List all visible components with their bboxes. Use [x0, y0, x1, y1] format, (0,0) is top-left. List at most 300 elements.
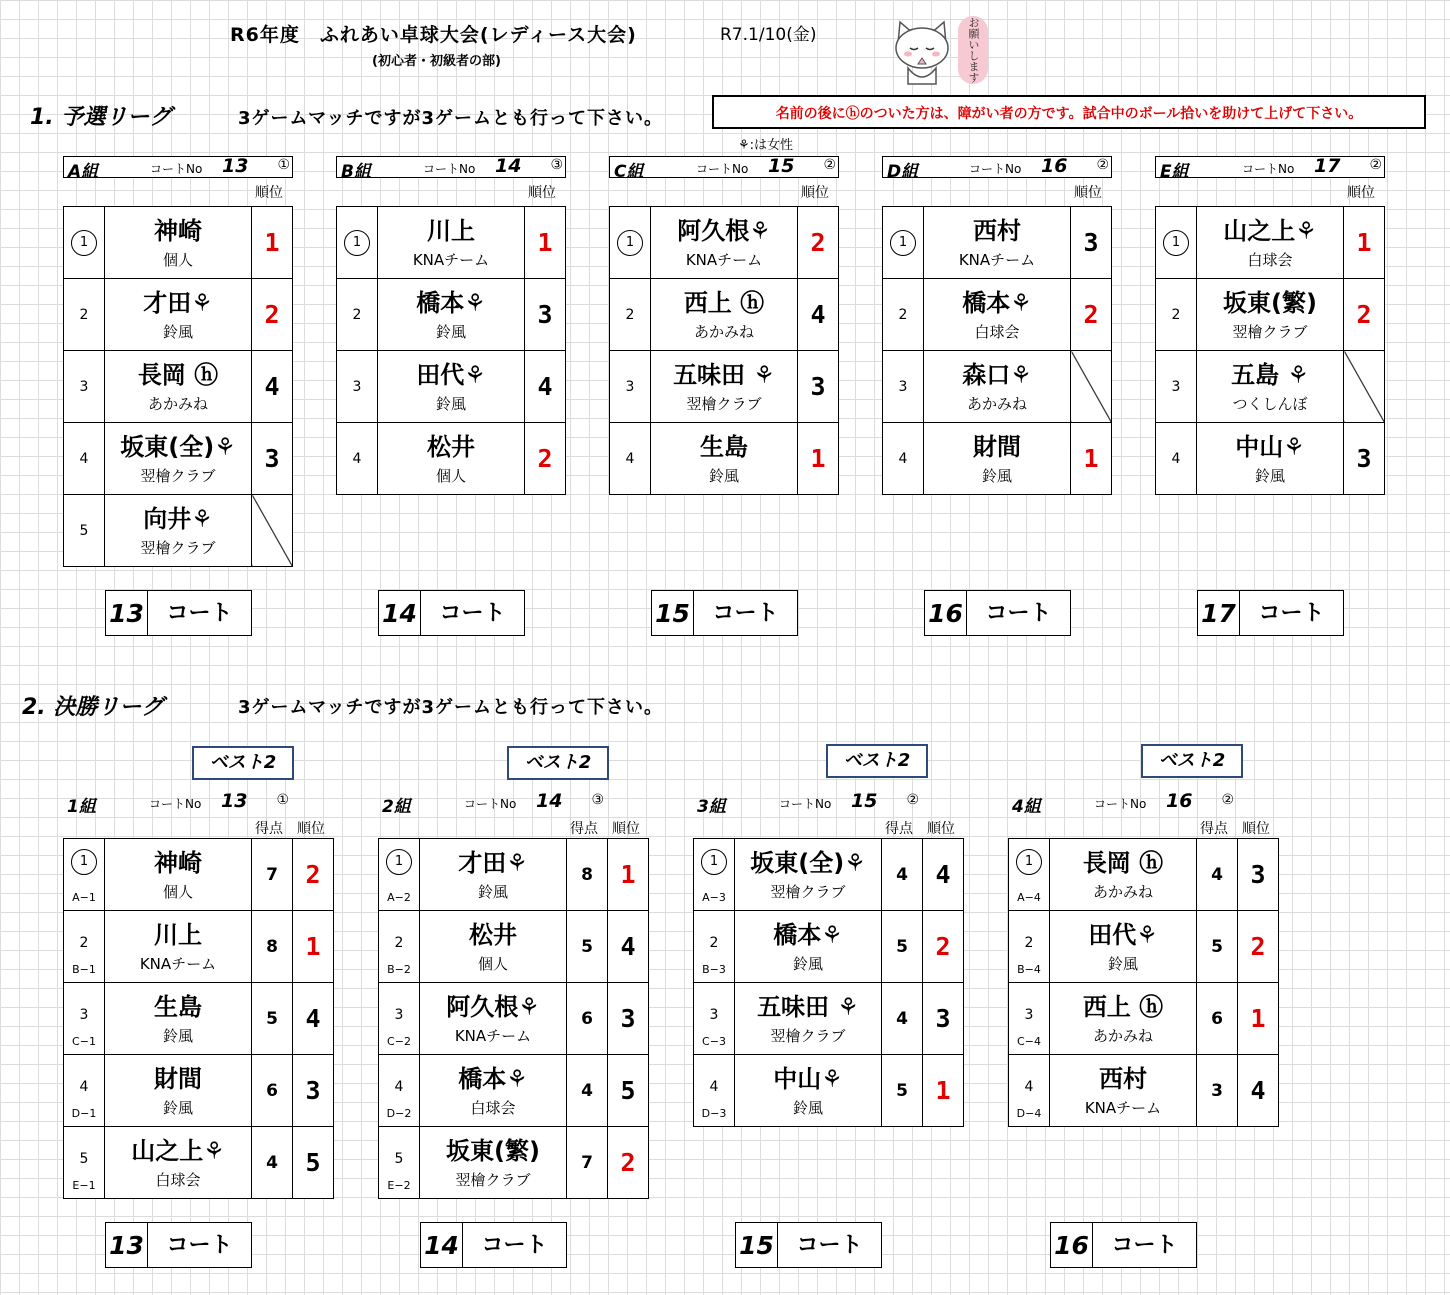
player-rank: 4: [798, 279, 839, 351]
court-number: 16: [1166, 790, 1193, 812]
player-rank: 3: [923, 983, 964, 1055]
rank-header: 順位: [255, 185, 283, 201]
best2-label: ベスト2: [826, 744, 928, 778]
player-score: 7: [252, 839, 293, 911]
player-cell: [420, 1127, 567, 1199]
qualifier-label: E−2: [387, 1179, 411, 1192]
player-number: [1009, 911, 1050, 983]
court-box: [378, 590, 525, 636]
player-name: 五味田 ⚘: [757, 993, 859, 1021]
court-box-label: コート: [1111, 1233, 1178, 1258]
player-club: 鈴風: [162, 1027, 193, 1045]
player-name: 西上 ⓗ: [683, 289, 765, 317]
player-name: 向井⚘: [143, 505, 213, 533]
court-box-label: コート: [712, 601, 779, 626]
player-name: 神崎: [154, 849, 202, 877]
qualifier-label: B−4: [1017, 963, 1041, 976]
player-rank: 3: [798, 351, 839, 423]
prelim-group-header: [609, 155, 839, 182]
player-number: [1009, 839, 1050, 911]
player-number: [883, 351, 924, 423]
player-number-text: 2: [1171, 306, 1181, 323]
player-club: 個人: [162, 883, 193, 901]
player-number-text: 3: [898, 378, 908, 395]
court-number: 15: [768, 155, 795, 177]
section-prelim-note: 3ゲームマッチですが3ゲームとも行って下さい。: [238, 108, 663, 129]
final-player-row: [1009, 983, 1279, 1055]
table-mark: ②: [1369, 157, 1382, 173]
player-club: あかみね: [147, 395, 208, 413]
player-number: [1156, 207, 1197, 279]
player-score: 8: [252, 911, 293, 983]
player-score: 5: [882, 1055, 923, 1127]
player-number: [64, 911, 105, 983]
player-club: 鈴風: [792, 955, 823, 973]
court-box-label: コート: [481, 1233, 548, 1258]
player-cell: [1197, 423, 1344, 495]
player-number-text: 3: [1024, 1006, 1034, 1023]
court-box: [420, 1222, 567, 1268]
qualifier-label: B−2: [387, 963, 411, 976]
rank-header: 順位: [1347, 185, 1375, 201]
qualifier-label: D−2: [386, 1107, 412, 1120]
please-badge: お願いします: [958, 16, 988, 84]
court-number: 13: [222, 155, 249, 177]
player-club: 鈴風: [435, 395, 466, 413]
player-number: [64, 495, 105, 567]
section-final-note: 3ゲームマッチですが3ゲームとも行って下さい。: [238, 697, 663, 718]
court-box: [105, 590, 252, 636]
final-player-row: [694, 839, 964, 911]
player-score: 4: [882, 839, 923, 911]
player-cell: [1050, 839, 1197, 911]
player-cell: [105, 423, 252, 495]
court-label: コートNo: [1094, 797, 1147, 811]
final-group-header: [1008, 790, 1280, 817]
player-name: 阿久根⚘: [677, 217, 771, 245]
final-player-row: [64, 983, 334, 1055]
player-number-text: 5: [79, 522, 89, 539]
prelim-group-name: E組: [1160, 162, 1189, 182]
final-player-row: [1009, 1055, 1279, 1127]
rank-header: 順位: [801, 185, 829, 201]
player-club: あかみね: [966, 395, 1027, 413]
player-name: 山之上⚘: [1223, 217, 1317, 245]
score-header: 得点: [570, 821, 598, 837]
player-name: 長岡 ⓗ: [1082, 849, 1164, 877]
player-cell: [924, 423, 1071, 495]
cat-mascot-icon: [886, 14, 958, 86]
player-number-text: 3: [352, 378, 362, 395]
section-final-title: 2. 決勝リーグ: [22, 695, 164, 720]
prelim-player-row: [1156, 207, 1385, 279]
final-group-table: [1008, 838, 1279, 1127]
player-name: 才田⚘: [458, 849, 528, 877]
player-number: [694, 839, 735, 911]
player-number-text: 2: [709, 934, 719, 951]
prelim-group-table: [882, 206, 1112, 495]
player-number: [883, 423, 924, 495]
court-label: コートNo: [779, 797, 832, 811]
court-number: 14: [536, 790, 563, 812]
player-score: 6: [567, 983, 608, 1055]
player-cell: [735, 839, 882, 911]
player-number-text: 3: [394, 1006, 404, 1023]
player-rank: 3: [1344, 423, 1385, 495]
prelim-player-row: [337, 207, 566, 279]
player-cell: [105, 1055, 252, 1127]
player-name: 坂東(繁): [446, 1137, 540, 1165]
prelim-player-row: [64, 423, 293, 495]
player-club: あかみね: [693, 323, 754, 341]
player-cell: [378, 351, 525, 423]
prelim-group-name: C組: [614, 162, 644, 182]
player-name: 川上: [154, 921, 202, 949]
player-cell: [105, 351, 252, 423]
player-cell: [420, 1055, 567, 1127]
seed-circle: 1: [71, 230, 97, 256]
player-rank: 2: [525, 423, 566, 495]
player-number: [337, 207, 378, 279]
player-cell: [651, 207, 798, 279]
court-box-number: 13: [106, 591, 148, 635]
prelim-group-header: [63, 155, 293, 182]
prelim-player-row: [64, 279, 293, 351]
player-score: 5: [252, 983, 293, 1055]
player-rank: 2: [1238, 911, 1279, 983]
player-cell: [1197, 279, 1344, 351]
seed-circle: 1: [386, 849, 412, 875]
player-rank: 1: [293, 911, 334, 983]
seed-circle: 1: [344, 230, 370, 256]
player-rank: 4: [525, 351, 566, 423]
table-mark: ②: [1096, 157, 1109, 173]
player-cell: [735, 1055, 882, 1127]
court-label: コートNo: [149, 797, 202, 811]
player-name: 財間: [154, 1065, 202, 1093]
player-number-text: 2: [1024, 934, 1034, 951]
notice-box: 名前の後にⓗのついた方は、障がい者の方です。試合中のボール拾いを助けて上げて下さい。: [712, 95, 1426, 129]
player-number: [64, 1127, 105, 1199]
player-cell: [105, 495, 252, 567]
player-club: 鈴風: [477, 883, 508, 901]
qualifier-label: B−3: [702, 963, 726, 976]
player-name: 田代⚘: [1088, 921, 1158, 949]
player-rank: 2: [1071, 279, 1112, 351]
player-score: 4: [882, 983, 923, 1055]
final-group-name: 2組: [382, 797, 411, 817]
player-cell: [105, 207, 252, 279]
player-club: KNAチーム: [412, 251, 490, 269]
court-number: 17: [1314, 155, 1341, 177]
player-cell: [420, 983, 567, 1055]
best2-label: ベスト2: [192, 746, 294, 780]
player-score: 7: [567, 1127, 608, 1199]
score-header: 得点: [255, 821, 283, 837]
final-player-row: [379, 839, 649, 911]
prelim-player-row: [64, 351, 293, 423]
player-number-text: 4: [394, 1078, 404, 1095]
court-box-number: 14: [379, 591, 421, 635]
prelim-group-name: D組: [887, 162, 919, 182]
rank-header: 順位: [528, 185, 556, 201]
seed-circle: 1: [1016, 849, 1042, 875]
player-number-text: 4: [79, 450, 89, 467]
player-rank: 4: [923, 839, 964, 911]
player-rank: 2: [923, 911, 964, 983]
qualifier-label: C−4: [1017, 1035, 1041, 1048]
player-rank: 4: [252, 351, 293, 423]
player-name: 川上: [427, 217, 475, 245]
player-cell: [651, 351, 798, 423]
prelim-player-row: [610, 423, 839, 495]
player-club: 個人: [477, 955, 508, 973]
score-header: 得点: [1200, 821, 1228, 837]
player-rank: 3: [525, 279, 566, 351]
player-cell: [378, 423, 525, 495]
player-rank: 1: [252, 207, 293, 279]
player-name: 田代⚘: [416, 361, 486, 389]
prelim-player-row: [337, 351, 566, 423]
player-number: [610, 351, 651, 423]
prelim-player-row: [337, 423, 566, 495]
player-number-text: 2: [79, 934, 89, 951]
score-header: 得点: [885, 821, 913, 837]
player-number: [64, 839, 105, 911]
player-number: [337, 351, 378, 423]
player-club: 鈴風: [981, 467, 1012, 485]
player-name: 阿久根⚘: [446, 993, 540, 1021]
player-rank: 1: [1344, 207, 1385, 279]
player-number: [64, 351, 105, 423]
player-score: 6: [1197, 983, 1238, 1055]
prelim-group-name: A組: [68, 162, 99, 182]
final-player-row: [379, 1055, 649, 1127]
player-name: 森口⚘: [962, 361, 1032, 389]
final-player-row: [694, 1055, 964, 1127]
prelim-group-table: [63, 206, 293, 567]
player-name: 橋本⚘: [773, 921, 843, 949]
player-club: 翌檜クラブ: [455, 1171, 531, 1189]
player-number: [379, 1055, 420, 1127]
rank-header: 順位: [612, 821, 640, 837]
player-score: 8: [567, 839, 608, 911]
player-club: 翌檜クラブ: [770, 883, 846, 901]
player-name: 中山⚘: [773, 1065, 843, 1093]
final-group-header: [378, 790, 650, 817]
player-number: [1156, 279, 1197, 351]
player-number: [337, 423, 378, 495]
qualifier-label: C−2: [387, 1035, 411, 1048]
player-name: 橋本⚘: [416, 289, 486, 317]
final-group-name: 1組: [67, 797, 96, 817]
player-name: 長岡 ⓗ: [137, 361, 219, 389]
page-subtitle: (初心者・初級者の部): [372, 54, 501, 69]
player-number: [64, 207, 105, 279]
player-number-text: 5: [79, 1150, 89, 1167]
player-cell: [735, 983, 882, 1055]
seed-circle: 1: [890, 230, 916, 256]
final-player-row: [1009, 911, 1279, 983]
player-rank: [1344, 351, 1385, 423]
player-score: 4: [567, 1055, 608, 1127]
player-cell: [651, 279, 798, 351]
event-date: R7.1/10(金): [720, 25, 817, 45]
player-club: KNAチーム: [454, 1027, 532, 1045]
table-mark: ②: [906, 792, 919, 808]
player-rank: 3: [252, 423, 293, 495]
seed-circle: 1: [617, 230, 643, 256]
final-player-row: [379, 983, 649, 1055]
page-title: R6年度 ふれあい卓球大会(レディース大会): [230, 24, 637, 46]
prelim-player-row: [64, 207, 293, 279]
final-group-table: [378, 838, 649, 1199]
player-club: 鈴風: [1107, 955, 1138, 973]
player-rank: 4: [1238, 1055, 1279, 1127]
player-number: [64, 1055, 105, 1127]
player-club: 翌檜クラブ: [770, 1027, 846, 1045]
player-cell: [1050, 1055, 1197, 1127]
player-number-text: 3: [1171, 378, 1181, 395]
player-number-text: 2: [898, 306, 908, 323]
player-rank: 4: [293, 983, 334, 1055]
player-number-text: 3: [79, 378, 89, 395]
player-number: [1156, 423, 1197, 495]
prelim-player-row: [1156, 279, 1385, 351]
player-number-text: 3: [709, 1006, 719, 1023]
prelim-group-table: [1155, 206, 1385, 495]
prelim-player-row: [883, 279, 1112, 351]
player-number-text: 4: [625, 450, 635, 467]
table-mark: ②: [823, 157, 836, 173]
rank-header: 順位: [1242, 821, 1270, 837]
table-mark: ③: [550, 157, 563, 173]
player-number-text: 2: [79, 306, 89, 323]
player-cell: [378, 279, 525, 351]
player-number: [64, 279, 105, 351]
player-club: 白球会: [155, 1171, 201, 1189]
player-cell: [924, 207, 1071, 279]
court-number: 15: [851, 790, 878, 812]
final-player-row: [1009, 839, 1279, 911]
player-rank: [252, 495, 293, 567]
player-cell: [1197, 351, 1344, 423]
court-label: コートNo: [969, 162, 1022, 176]
player-rank: 1: [798, 423, 839, 495]
player-rank: 1: [525, 207, 566, 279]
player-number: [379, 983, 420, 1055]
player-cell: [105, 279, 252, 351]
court-box: [924, 590, 1071, 636]
prelim-player-row: [64, 495, 293, 567]
player-club: KNAチーム: [685, 251, 763, 269]
player-name: 橋本⚘: [458, 1065, 528, 1093]
player-name: 橋本⚘: [962, 289, 1032, 317]
player-club: 鈴風: [792, 1099, 823, 1117]
final-player-row: [64, 1127, 334, 1199]
final-group-header: [693, 790, 965, 817]
player-rank: 1: [1071, 423, 1112, 495]
court-box: [1050, 1222, 1197, 1268]
player-rank: 1: [1238, 983, 1279, 1055]
player-score: 5: [567, 911, 608, 983]
court-box-number: 13: [106, 1223, 148, 1267]
player-club: 鈴風: [162, 323, 193, 341]
player-club: 翌檜クラブ: [686, 395, 762, 413]
rank-header: 順位: [297, 821, 325, 837]
court-box-number: 16: [925, 591, 967, 635]
qualifier-label: D−1: [71, 1107, 97, 1120]
qualifier-label: E−1: [72, 1179, 96, 1192]
final-group-name: 3組: [697, 797, 726, 817]
player-club: あかみね: [1092, 883, 1153, 901]
qualifier-label: D−3: [701, 1107, 727, 1120]
player-name: 坂東(繁): [1223, 289, 1317, 317]
seed-circle: 1: [701, 849, 727, 875]
player-club: 鈴風: [708, 467, 739, 485]
player-club: KNAチーム: [958, 251, 1036, 269]
rank-header: 順位: [927, 821, 955, 837]
court-box-label: コート: [985, 601, 1052, 626]
player-rank: 5: [608, 1055, 649, 1127]
prelim-player-row: [1156, 351, 1385, 423]
final-player-row: [64, 839, 334, 911]
player-score: 3: [1197, 1055, 1238, 1127]
court-box-label: コート: [439, 601, 506, 626]
player-rank: 2: [608, 1127, 649, 1199]
final-group-table: [63, 838, 334, 1199]
final-group-table: [693, 838, 964, 1127]
player-club: 翌檜クラブ: [1232, 323, 1308, 341]
seed-circle: 1: [1163, 230, 1189, 256]
court-box-number: 15: [736, 1223, 778, 1267]
court-box-number: 14: [421, 1223, 463, 1267]
player-score: 4: [252, 1127, 293, 1199]
female-legend: ⚘:は女性: [738, 138, 794, 153]
player-club: 鈴風: [1254, 467, 1285, 485]
player-rank: 1: [608, 839, 649, 911]
player-name: 財間: [973, 433, 1021, 461]
player-cell: [651, 423, 798, 495]
final-player-row: [379, 911, 649, 983]
player-number: [883, 279, 924, 351]
player-cell: [105, 983, 252, 1055]
player-club: 白球会: [974, 323, 1020, 341]
player-name: 中山⚘: [1235, 433, 1305, 461]
player-number-text: 5: [394, 1150, 404, 1167]
player-number: [694, 1055, 735, 1127]
court-box: [105, 1222, 252, 1268]
prelim-group-table: [336, 206, 566, 495]
final-group-name: 4組: [1012, 797, 1041, 817]
player-number: [64, 423, 105, 495]
player-name: 五味田 ⚘: [673, 361, 775, 389]
player-name: 山之上⚘: [131, 1137, 225, 1165]
player-club: KNAチーム: [139, 955, 217, 973]
player-score: 5: [882, 911, 923, 983]
player-number: [610, 207, 651, 279]
qualifier-label: A−1: [72, 891, 96, 904]
court-box-label: コート: [1258, 601, 1325, 626]
player-club: 個人: [435, 467, 466, 485]
player-club: 白球会: [1247, 251, 1293, 269]
player-rank: 3: [1238, 839, 1279, 911]
court-number: 16: [1041, 155, 1068, 177]
player-number-text: 4: [898, 450, 908, 467]
court-box-label: コート: [166, 1233, 233, 1258]
player-number: [694, 983, 735, 1055]
table-mark: ①: [277, 157, 290, 173]
